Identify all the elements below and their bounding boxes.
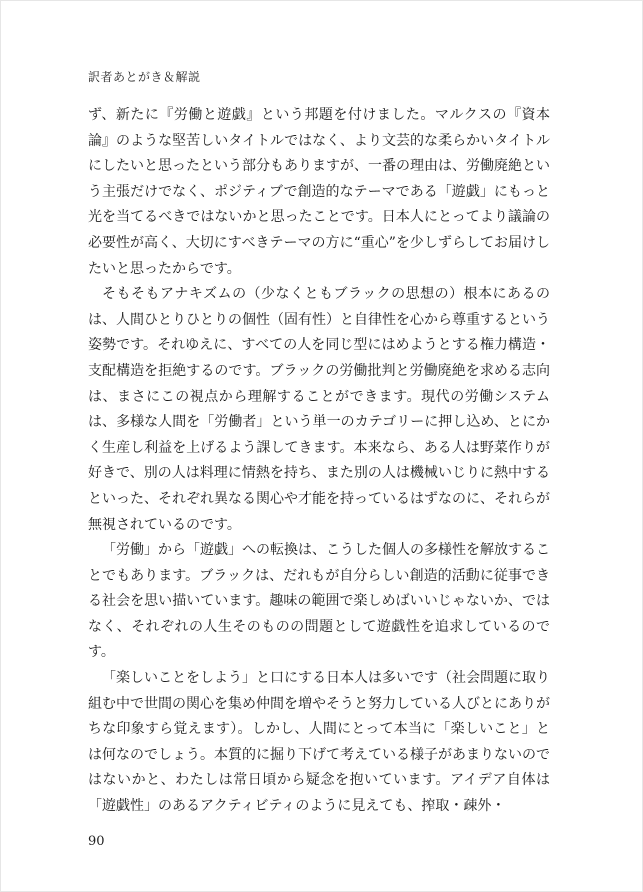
page-number: 90 bbox=[88, 834, 105, 849]
paragraph: 「楽しいことをしよう」と口にする日本人は多いです（社会問題に取り組む中で世間の関心を集め仲間を増やそうと努力している人びとにありがちな印象すら覚えます）。しかし、人間にとって本当に「楽しいこと」とは何なのでしょう。本質的に掘り下げて考えている様子があまりないのではないかと、わたしは常日頃から疑念を抱いています。アイデア自体は「遊戯性」のあるアクティビティのように見えても、搾取・疎外・ bbox=[88, 670, 550, 815]
paragraph-continuation: ず、新たに『労働と遊戯』という邦題を付けました。マルクスの『資本論』のような堅苦しいタイトルではなく、より文芸的な柔らかいタイトルにしたいと思ったという部分もありますが、一番の理由は、労働廃絶という主張だけでなく、ポジティブで創造的なテーマである「遊戯」にもっと光を当てるべきではないかと思ったことです。日本人にとってより議論の必要性が高く、大切にすべきテーマの方に“重心”を少しずらしてお届けしたいと思ったからです。 bbox=[88, 107, 550, 277]
paragraph: そもそもアナキズムの（少なくともブラックの思想の）根本にあるのは、人間ひとりひとりの個性（固有性）と自律性を心から尊重するという姿勢です。それゆえに、すべての人を同じ型にはめようとする権力構造・支配構造を拒絶するのです。ブラックの労働批判と労働廃絶を求める志向は、まさにこの視点から理解することができます。現代の労働システムは、多様な人間を「労働者」という単一のカテゴリーに押し込め、とにかく生産し利益を上げるよう課してきます。本来なら、ある人は野菜作りが好きで、別の人は料理に情熱を持ち、また別の人は機械いじりに熱中するといった、それぞれ異なる関心や才能を持っているはずなのに、それらが無視されているのです。 bbox=[88, 286, 550, 533]
running-header: 訳者あとがき＆解説 bbox=[88, 70, 201, 84]
body-text bbox=[88, 103, 550, 820]
paragraph: 「労働」から「遊戯」への転換は、こうした個人の多様性を解放することでもあります。ブラックは、だれもが自分らしい創造的活動に従事できる社会を思い描いています。趣味の範囲で楽しめばいいじゃないか、ではなく、それぞれの人生そのものの問題として遊戯性を追求しているのです。 bbox=[88, 542, 550, 661]
